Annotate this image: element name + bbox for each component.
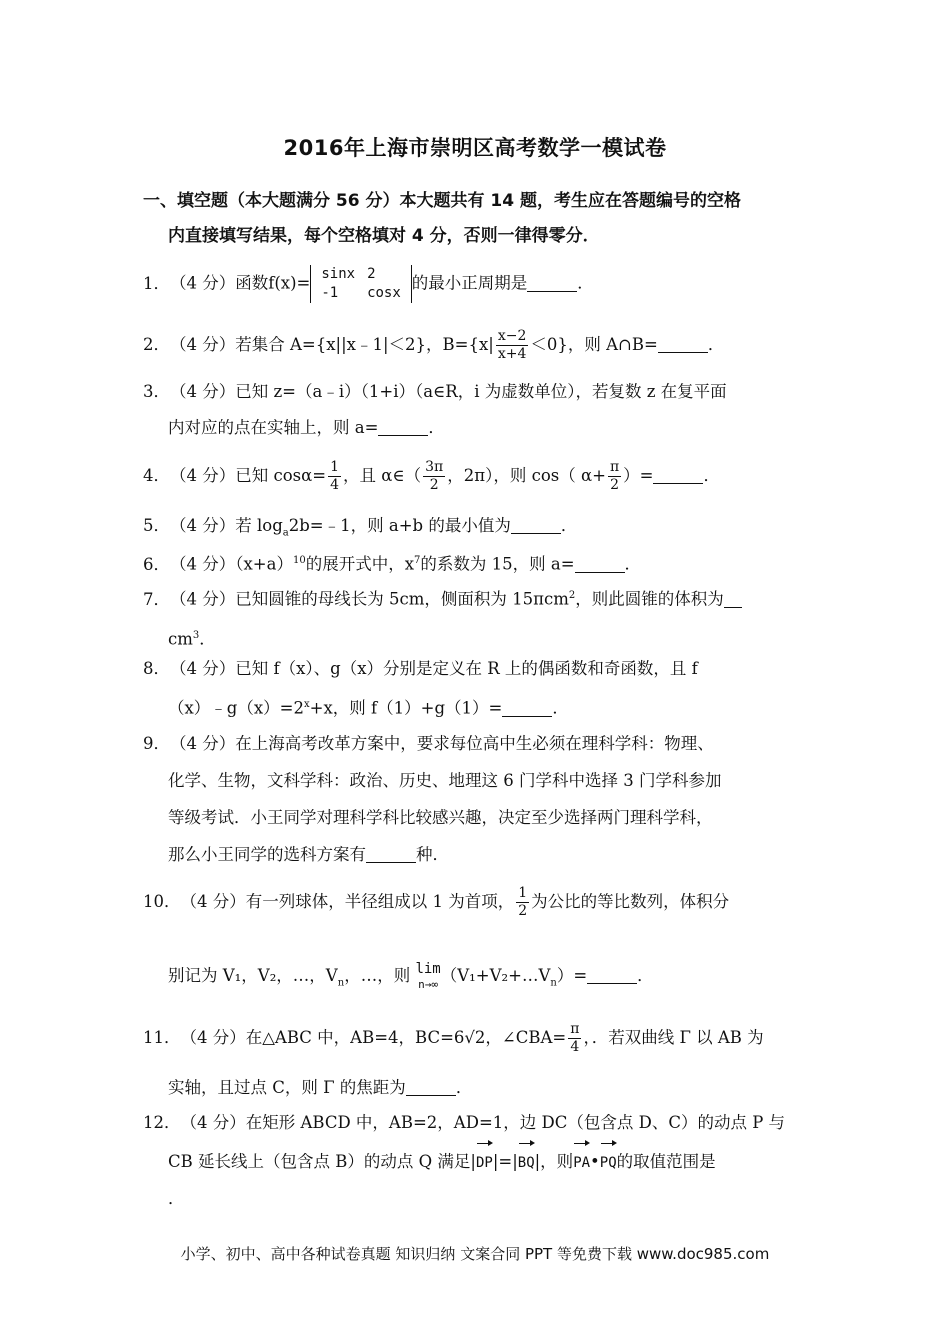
section-heading <box>143 184 813 254</box>
fraction: $\frac{x-2}{x+4}$ <box>497 328 527 362</box>
vector-pa: PA <box>573 1141 590 1181</box>
answer-blank[interactable] <box>658 336 708 353</box>
answer-blank[interactable] <box>724 591 742 608</box>
question-number: 11． <box>143 1028 181 1047</box>
page-title: 2016年上海市崇明区高考数学一模试卷 <box>283 136 667 160</box>
question-3: 3．（4 分）已知 z=（a﹣i）（1+i）（a∈R，i 为虚数单位），若复数 z 在复平面 内对应的点在实轴上，则 a= ． <box>143 374 813 446</box>
fraction: $\frac{1}{4}$ <box>330 459 340 493</box>
fraction: $\frac{1}{2}$ <box>518 885 528 919</box>
vector-pq: PQ <box>600 1141 617 1181</box>
question-number: 1． <box>143 273 170 293</box>
vector-bq: BQ <box>518 1141 535 1181</box>
question-10-line-2: 别记为 V₁，V₂，…，$V_n$，…，则 lim n→∞ $(V_1+V_2+\dots V_n)=$ ． <box>168 960 654 991</box>
answer-blank[interactable] <box>587 967 637 984</box>
section-line-2: 内直接填写结果，每个空格填对 4 分，否则一律得零分． <box>168 226 600 246</box>
question-6: 6．（4 分）$(x+a)^{10}$的展开式中，$x^7$的系数为 15，则 a= ． <box>143 543 813 583</box>
answer-blank[interactable] <box>527 275 577 292</box>
answer-blank[interactable] <box>653 467 703 484</box>
answer-blank[interactable] <box>502 700 552 717</box>
question-8: 8．（4 分）已知 f（x）、g（x）分别是定义在 R 上的偶函数和奇函数，且 f $(x)﹣g(x)=2^x+x$，则 f（1）+g（1）= ． <box>143 651 813 727</box>
vector-dp: DP <box>476 1141 493 1181</box>
question-5: 5．（4 分）若 $\log_a2b=﹣1$，则 a+b 的最小值为 ． <box>143 508 813 551</box>
fraction: $\frac{\pi}{2}$ <box>609 459 620 493</box>
question-number: 9． <box>143 734 170 753</box>
question-2: 2．（4 分）若集合 A={x||x﹣1|＜2}，B={x| $\frac{x-2}{x+4}$ ＜0}，则 A∩B= ． <box>143 328 725 362</box>
answer-blank[interactable] <box>575 556 625 573</box>
answer-blank[interactable] <box>511 517 561 534</box>
question-number: 6． <box>143 554 170 574</box>
footer: 小学、初中、高中各种试卷真题 知识归纳 文案合同 PPT 等免费下载 www.doc985.com <box>180 1245 770 1263</box>
question-number: 3． <box>143 382 170 401</box>
limit: lim n→∞ <box>415 960 441 991</box>
question-number: 12． <box>143 1113 181 1132</box>
question-11: 11．（4 分）在△ABC 中，AB=4，BC=6√2，∠CBA= $\frac{\pi}{4}$ ，．若双曲线 Γ 以 AB 为 <box>143 1021 764 1055</box>
sqrt: √2 <box>464 1028 486 1047</box>
question-7: 7．（4 分）已知圆锥的母线长为 5cm，侧面积为 15πcm$^2$，则此圆锥的体积为 $cm^3$． <box>143 578 813 657</box>
question-12: 12．（4 分）在矩形 ABCD 中，AB=2，AD=1，边 DC（包含点 D、C）的动点 P 与 CB 延长线上（包含点 B）的动点 Q 满足|DP|=|BQ|，则PA•PQ的取值范围是 ． <box>143 1105 813 1217</box>
question-10: 10．（4 分）有一列球体，半径组成以 1 为首项， $\frac{1}{2}$ 为公比的等比数列，体积分 <box>143 885 730 919</box>
fraction: $\frac{\pi}{4}$ <box>570 1021 580 1055</box>
question-1: 1．（4 分）函数f(x)= sinx 2 -1 cosx 的最小正周期是 ． <box>143 266 594 301</box>
section-line-1: 一、填空题（本大题满分 56 分）本大题共有 14 题，考生应在答题编号的空格 <box>143 191 741 211</box>
question-9: 9．（4 分）在上海高考改革方案中，要求每位高中生必须在理科学科：物理、 化学、生物，文科学科：政治、历史、地理这 6 门学科中选择 3 门学科参加 等级考试．小王同学对理科学科比较感兴趣，决定至少选择两门理科学科， 那么小王同学的选科方案有 种． <box>143 725 813 873</box>
answer-blank[interactable] <box>366 846 416 863</box>
answer-blank[interactable] <box>378 419 428 436</box>
question-number: 7． <box>143 589 170 609</box>
question-number: 4． <box>143 466 170 485</box>
question-11-line-2: 实轴，且过点 C，则 Γ 的焦距为 ． <box>168 1078 473 1097</box>
fraction: $\frac{3\pi}{2}$ <box>425 459 444 493</box>
question-number: 8． <box>143 659 170 678</box>
determinant: sinx 2 -1 cosx <box>310 265 411 303</box>
question-number: 5． <box>143 516 170 535</box>
question-number: 2． <box>143 335 170 354</box>
answer-blank[interactable] <box>406 1079 456 1096</box>
question-number: 10． <box>143 892 181 911</box>
question-4: 4．（4 分）已知 cosα= $\frac{1}{4}$ ，且 α∈（ $\frac{3\pi}{2}$ ，2π），则 cos（ α+ $\frac{\pi}{2}$ ）= ． <box>143 459 720 493</box>
